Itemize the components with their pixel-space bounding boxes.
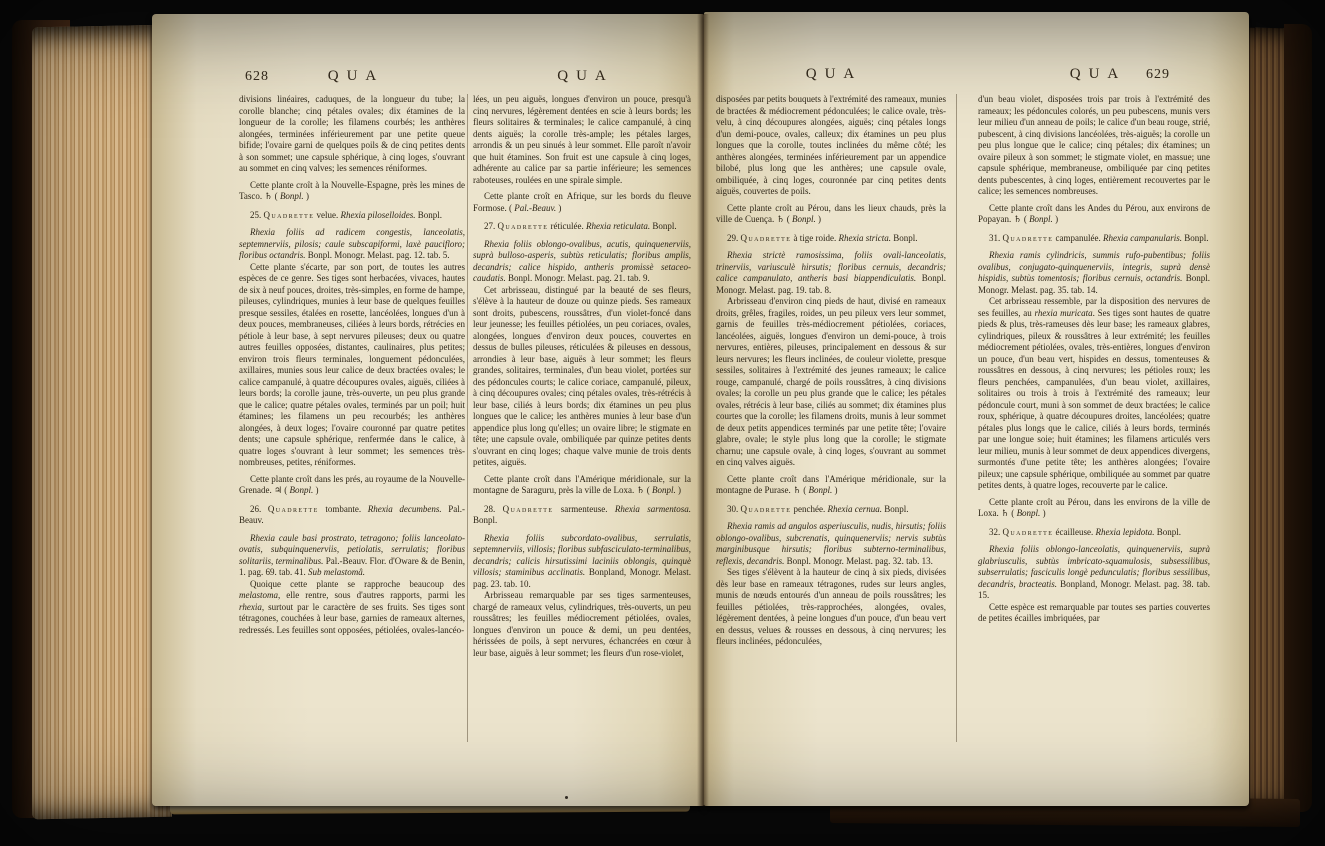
species-description: Quoique cette plante se rapproche beaucoup des melastoma, elle rentre, sous d'autres rapports, parmi les rhexia, surtout par le caractère de ses fruits. Ses tiges sont tétragones, couchées à leur base, garnies de rameaux alternes, redressés. Les feuilles sont opposées, pétiolées, ovales-lancéo-	[239, 578, 465, 635]
habitat-note: Cette plante croît à la Nouvelle-Espagne, près les mines de Tasco. ♄ ( Bonpl. )	[239, 179, 465, 201]
latin-diagnosis: Rhexia foliis subcordato-ovalibus, serrulatis, septemnerviis, villosis; floribus subfasciculato-terminalibus, decandris; calicis hirsutissimi laciniis oblongis, quinquè villosis; staminibus acclinatis. Bonpland, Monogr. Melast. pag. 23. tab. 10.	[473, 532, 691, 589]
species-description: Cette espèce est remarquable par toutes ses parties couvertes de petites écailles imbriquées, par	[978, 601, 1210, 623]
entry-heading: 32. Quadrette écailleuse. Rhexia lepidota. Bonpl.	[989, 526, 1181, 537]
text-column-2	[473, 94, 691, 750]
entry-heading: 25. Quadrette velue. Rhexia piloselloides. Bonpl.	[250, 209, 443, 220]
habitat-note: Cette plante croît dans les Andes du Pérou, aux environs de Popayan. ♄ ( Bonpl. )	[978, 202, 1210, 224]
page-left	[152, 14, 704, 806]
running-head-col4: QUA	[1069, 66, 1127, 82]
latin-diagnosis: Rhexia foliis oblongo-lanceolatis, quinquenerviis, suprà glabriusculis, subtùs imbricato-squamulosis, subsessilibus, subserrulatis; fasciculis longè pedunculatis; floribus sessilibus, decandris, bracteatis. Bonpland, Monogr. Melast. pag. 38. tab. 15.	[978, 544, 1210, 600]
page-right	[704, 12, 1249, 806]
latin-diagnosis: Rhexia ramis ad angulos asperiusculis, nudis, hirsutis; foliis oblongo-ovalibus, subcrenatis, quinquenerviis; nervis subtùs marginibusque hirsutis; floribus subterno-terminalibus, reflexis, decandris. Bonpl. Monogr. Melast. pag. 32. tab. 13.	[716, 521, 946, 566]
species-description: Cette plante s'écarte, par son port, de toutes les autres espèces de ce genre. Ses tiges sont herbacées, vivaces, hautes de six à neuf pouces, droites, très-simples, en forme de hampe, pileuses, cylindriques, munies à leur base de quelques feuilles presque sessiles, étalées en rosette, lancéolées, longues d'un à deux pouces, membraneuses, ciliées à leurs bords, rétrécies en pétiole à leur base, à sept nervures pileuses; deux ou quatre autres feuilles opposées, distantes, caulinaires, plus petites; environ trois fleurs terminales, longuement pédonculées, axillaires, munies sous leur calice de deux bractées ovales; le calice campanulé, à quatre découpures ovales, aiguës, ciliées à leurs bords; la corolle jaune, très-ouverte, un peu plus grande que le calice; quatre pétales ovales, terminés par un poil; huit étamines; les filamens un peu recourbés; les anthères alongées, à deux loges; l'ovaire couronné par quatre petites dents; une capsule sphérique, renfermée dans le calice, à quatre loges s'ouvrant à leur sommet; les semences très-nombreuses, petites, réniformes.	[239, 261, 465, 467]
entry-heading: 28. Quadrette sarmenteuse. Rhexia sarmentosa. Bonpl.	[473, 503, 691, 525]
column-rule	[467, 94, 468, 742]
text-column-4	[978, 94, 1210, 750]
running-head-col3: QUA	[805, 66, 863, 82]
habitat-note: Cette plante croît en Afrique, sur les bords du fleuve Formose. ( Pal.-Beauv. )	[473, 191, 691, 213]
species-description: Cet arbrisseau, distingué par la beauté de ses fleurs, s'élève à la hauteur de douze ou quinze pieds. Ses rameaux sont droits, pubescens, roussâtres, d'un violet-foncé dans leur jeunesse; les feuilles pétiolées, un peu coriaces, ovales, alongées, longues d'environ deux pouces, couvertes en dessus de bulles pileuses, réticulées & pileuses en dessous, arrondies à leur base, aiguës à leur sommet; les fleurs grandes, solitaires, terminales, d'un beau violet, portées sur des pédoncules courts; le calice coriace, campanulé, pileux, à cinq découpures ovales; cinq pétales ovales, très-rétrécis à leur base, ciliés à leurs bords; dix étamines un peu plus longues que le calice; les anthères munies à leur base d'un appendice plus long qu'elles; un ovaire libre; le stigmate en tête; une capsule ovale, ombiliquée par quinze petites dents s'ouvrant en cinq loges; chaque valve munie de trois dents petites, aiguës.	[473, 284, 691, 467]
paragraph-continuation: divisions linéaires, caduques, de la longueur du tube; la corolle blanche; cinq pétales ovales; dix étamines de la longueur de la corolle; les filamens courbés; les anthères alongées, terminées inférieurement par une petite queue bifide; l'ovaire garni de quelques poils & de cinq petites dents à son sommet; une capsule sphérique, à cinq loges, s'ouvrant au sommet en cinq valves; les semences réniformes.	[239, 94, 465, 173]
entry-heading: 29. Quadrette à tige roide. Rhexia stricta. Bonpl.	[727, 232, 918, 243]
left-fore-edge-page-stack	[32, 25, 172, 820]
species-description: Arbrisseau d'environ cinq pieds de haut, divisé en rameaux droits, grêles, fragiles, roides, un peu pileux vers leur sommet, garnis de feuilles très-médiocrement pétiolées, coriaces, lancéolées, aiguës, longues d'environ un demi-pouce, à trois nervures, entières, pileuses, principalement en dessous & sur leurs nervures; les fleurs inclinées, de couleur violette, presque sessiles, solitaires à l'extrémité des jeunes rameaux; le calice rouge, campanulé, chargé de poils roussâtres, à cinq divisions ovales; la corolle un peu plus grande que le calice; les pétales ovales, rétrécis à leur base, ciliés au sommet; dix étamines plus courtes que la corolle; les filamens droits, munis à leur sommet de deux petits appendices terminés par une petite tête; l'ovaire glabre, ovale; le style plus long que la corolle; le stigmate charnu; une capsule ovale, à cinq loges, s'ouvrant au sommet en cinq valves aiguës.	[716, 296, 946, 467]
text-column-3	[716, 94, 946, 750]
species-description: Arbrisseau remarquable par ses tiges sarmenteuses, chargé de rameaux velus, cylindriques, très-ouverts, un peu roussâtres; les feuilles médiocrement pétiolées, ovales, longues d'environ un pouce & demi, un peu dentées, hérissées de poils, à sept nervures, échancrées en cœur à leur base, aiguës à leur sommet; les fleurs d'un rose-violet,	[473, 590, 691, 658]
ink-spot	[565, 796, 568, 799]
habitat-note: Cette plante croît dans les prés, au royaume de la Nouvelle-Grenade. ♃ ( Bonpl. )	[239, 473, 465, 495]
paragraph-continuation: disposées par petits bouquets à l'extrémité des rameaux, munies de bractées & médiocrement pédonculées; le calice ovale, très-velu, à cinq découpures alongées, aiguës; cinq pétales longs d'un demi-pouce, ovales, calleux; dix étamines un peu plus longues que la corolle, toutes inclinées du même côté; les anthères alongées, terminées inférieurement par un appendice bilobé, plus long que les anthères; une capsule ovale, ombiliquée, à cinq loges, couronnée par cinq petites dents aiguës, couvertes de poils.	[716, 94, 946, 196]
right-cover-edge	[1284, 24, 1312, 812]
latin-diagnosis: Rhexia ramis cylindricis, summis rufo-pubentibus; foliis ovalibus, conjugato-quinquenerviis, integris, suprà densè hispidis, subtùs tomentosis; floribus cernuis, octandris. Bonpl. Monogr. Melast. pag. 35. tab. 14.	[978, 250, 1210, 295]
paragraph-continuation: lées, un peu aiguës, longues d'environ un pouce, presqu'à cinq nervures, légèrement dentées en scie à leurs bords; les fleurs solitaires & terminales; le calice campanulé, à cinq dents aiguës; la corolle très-ample; les pétales larges, arrondis & un peu sinués à leur sommet. Elle paroît n'avoir que huit étamines. Son fruit est une capsule à cinq loges, adhérente au calice par sa partie inférieure; les semences raboteuses, roulées en une spirale simple.	[473, 94, 691, 185]
entry-heading: 27. Quadrette réticulée. Rhexia reticulata. Bonpl.	[484, 221, 677, 231]
running-head-col1: QUA	[327, 68, 385, 84]
entry-heading: 30. Quadrette penchée. Rhexia cernua. Bonpl.	[727, 503, 909, 514]
latin-diagnosis: Rhexia foliis ad radicem congestis, lanceolatis, septemnerviis, pilosis; caule subscapiformi, laxè paucifloro; floribus octandris. Bonpl. Monogr. Melast. pag. 12. tab. 5.	[239, 227, 465, 260]
latin-diagnosis: Rhexia strictè ramosissima, foliis ovali-lanceolatis, trinerviis, variusculè hirsutis; floribus cernuis, decandris; calice campanulato, antheris basi biappendiculatis. Bonpl. Monogr. Melast. pag. 19. tab. 8.	[716, 250, 946, 295]
habitat-note: Cette plante croît dans l'Amérique méridionale, sur la montagne de Purase. ♄ ( Bonpl. )	[716, 473, 946, 495]
entry-heading: 26. Quadrette tombante. Rhexia decumbens. Pal.-Beauv.	[239, 503, 465, 525]
page-number-left: 628	[245, 69, 269, 84]
habitat-note: Cette plante croît au Pérou, dans les lieux chauds, près la ville de Cuença. ♄ ( Bonpl. )	[716, 202, 946, 224]
column-rule	[956, 94, 957, 742]
habitat-note: Cette plante croît dans l'Amérique méridionale, sur la montagne de Saraguru, près la ville de Loxa. ♄ ( Bonpl. )	[473, 473, 691, 495]
book-gutter	[697, 14, 709, 806]
paragraph-continuation: d'un beau violet, disposées trois par trois à l'extrémité des rameaux; les pédoncules colorés, un peu pubescens, munis vers leur milieu d'un anneau de poils; le calice d'un beau rouge, strié, pubescent, à cinq divisions lancéolées, très-aiguës; la corolle un peu plus longue que le calice; cinq pétales; dix étamines; un ovaire pileux à son sommet; le stigmate violet, en massue; une capsule sphérique, membraneuse, ombiliquée par cinq petites dents pubescentes, à cinq loges, entièrement recouvertes par le calice; les semences nombreuses.	[978, 94, 1210, 196]
page-number-right: 629	[1146, 67, 1170, 82]
species-description: Cet arbrisseau ressemble, par la disposition des nervures de ses feuilles, au rhexia muricata. Ses tiges sont hautes de quatre pieds & plus, très-rameuses dès leur base; les rameaux glabres, cylindriques, pileux & roussâtres à leur extrémité; les feuilles médiocrement pétiolées, ovales, très-entières, longues d'environ un pouce, d'un beau vert, hispides en dessus, tomenteuses & roussâtres en dessous, à cinq nervures; les pétioles roux; les fleurs penchées, campanulées, d'un beau violet, axillaires, solitaires ou trois à trois à l'extrémité des rameaux; leur pédoncule court, muni à son sommet de deux bractées; le calice roux, sphérique, à quatre découpures droites, lancéolées; quatre pétales plus longs que le calice, ciliés à leurs bords, terminés par une longue soie; huit étamines; les filamens articulés vers leur milieu, munis à leur sommet de deux appendices divergens, surmontés d'une petite tête; les anthères alongées; l'ovaire pileux; une capsule sphérique, ombiliquée au sommet par quatre petites dents, à quatre loges, recouverte par le calice.	[978, 296, 1210, 490]
entry-heading: 31. Quadrette campanulée. Rhexia campanularis. Bonpl.	[989, 232, 1209, 243]
habitat-note: Cette plante croît au Pérou, dans les environs de la ville de Loxa. ♄ ( Bonpl. )	[978, 496, 1210, 518]
running-head-col2: QUA	[557, 68, 614, 84]
latin-diagnosis: Rhexia caule basi prostrato, tetragono; foliis lanceolato-ovatis, subquinquenerviis, petiolatis, serrulatis; floribus solitariis, terminalibus. Pal.-Beauv. Flor. d'Oware & de Benin, 1. pag. 69. tab. 41. Sub melastomâ.	[239, 532, 465, 577]
species-description: Ses tiges s'élèvent à la hauteur de cinq à six pieds, divisées dès leur base en rameaux tétragones, rudes sur leurs angles, munis de nœuds entourés d'un anneau de poils roussâtres; les feuilles pétiolées, très-rapprochées, alongées, ovales, légèrement dentées, à peine longues d'un pouce, d'un beau vert en dessus, velues & rousses en dessous, à cinq nervures; les fleurs inclinées, pédonculées,	[716, 567, 946, 646]
latin-diagnosis: Rhexia foliis oblongo-ovalibus, acutis, quinquenerviis, suprà bulloso-asperis, subtùs reticulatis; floribus amplis, decandris; calice hispido, antheris promissè setaceo-caudatis. Bonpl. Monogr. Melast. pag. 21. tab. 9.	[473, 238, 691, 283]
text-column-1	[239, 94, 465, 750]
